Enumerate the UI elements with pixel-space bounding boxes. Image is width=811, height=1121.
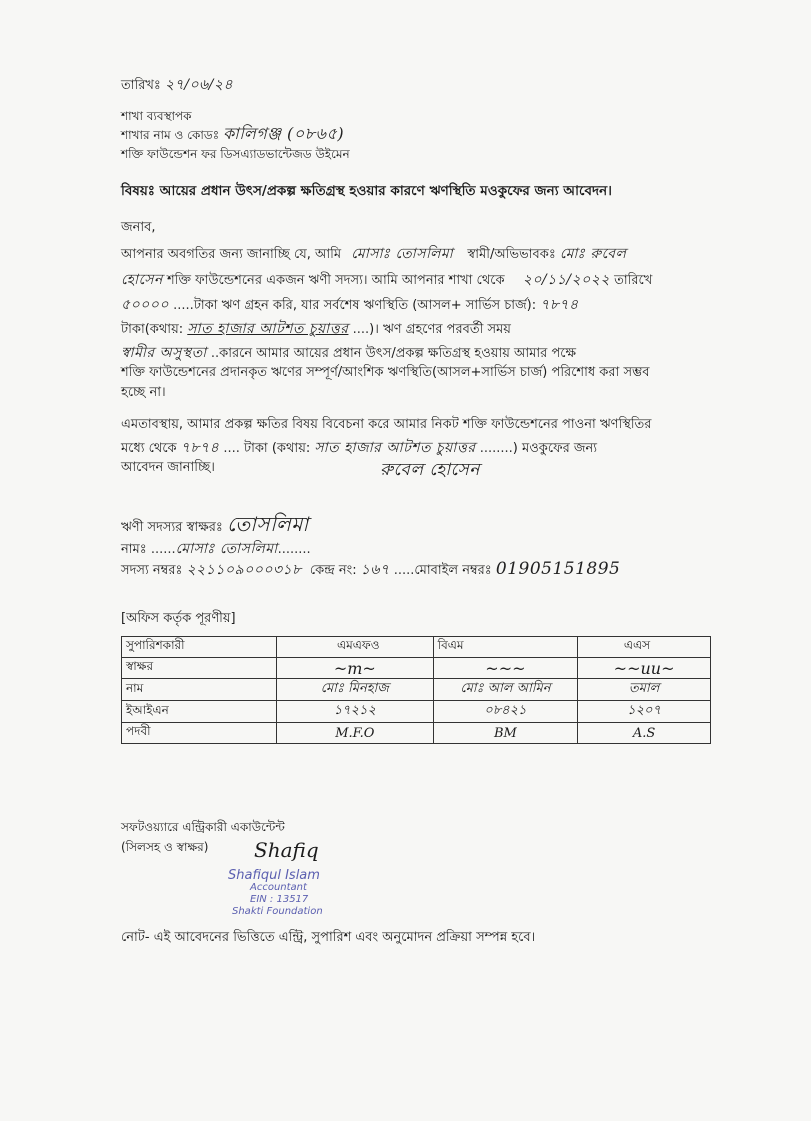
table-cell: বিএম [433,637,577,658]
stamp-org: Shakti Foundation [232,906,323,917]
para1-text-b: স্বামী/অভিভাবকঃ [467,247,556,262]
stamp-name: Shafiqul Islam [228,868,320,883]
table-cell: সুপারিশকারী [122,637,277,658]
table-row [122,658,711,679]
table-cell: এএস [578,637,711,658]
table-cell: ০৮৪২১ [433,701,577,723]
para2-line2: মধ্যে থেকে ৭৮৭৪ .... টাকা (কথায়: সাত হাজার আটশত চুয়াত্তর ........) মওকুফের জন্য [121,440,598,456]
waiver-in-words: সাত হাজার আটশত চুয়াত্তর [314,440,476,456]
mobile-number: 01905151895 [495,559,621,579]
table-cell: BM [433,723,577,744]
loan-balance: ৭৮৭৪ [540,297,579,313]
signature-cell [578,658,711,679]
para2-text-a: মধ্যে থেকে [121,441,177,456]
member-number-label: সদস্য নম্বরঃ [121,563,183,578]
office-heading: [অফিস কর্তৃক পূরণীয়] [121,611,236,626]
center-label: কেন্দ্র নং: [309,563,357,578]
para1-text-d: তারিখে [614,273,653,288]
applicant-name: মোসাঃ তোসলিমা [351,246,454,262]
date-line [121,76,233,95]
table-cell: ১২০৭ [578,701,711,723]
waiver-amount: ৭৮৭৪ [180,440,220,456]
table-row [122,679,711,701]
table-cell: নাম [122,679,277,701]
para1-text-e: টাকা ঋণ গ্রহন করি, যার সর্বশেষ ঋণস্থিতি (আসল+ সার্ভিস চার্জ): [193,298,537,313]
signature-cell [277,658,434,679]
table-cell: ইআইএন [122,701,277,723]
table-cell: A.S [578,723,711,744]
footer-note: নোট- এই আবেদনের ভিত্তিতে এন্ট্রি, সুপারিশ এবং অনুমোদন প্রক্রিয়া সম্পন্ন হবে। [121,930,536,945]
para1-line5: স্বামীর অসুস্থতা ..কারনে আমার আয়ের প্রধান উৎস/প্রকল্প ক্ষতিগ্রস্থ হওয়ায় আমার পক্ষে [121,345,577,361]
accountant-signature: Shafiq [254,838,319,862]
para1-text-c: শক্তি ফাউন্ডেশনের একজন ঋণী সদস্য। আমি আপনার শাখা থেকে [166,273,505,288]
signature-mark: ~~uu~ [613,658,675,678]
table-cell: এমএফও [277,637,434,658]
signature-cell [433,658,577,679]
member-name: মোসাঃ তোসলিমা [175,541,278,557]
branch-line [121,125,344,144]
balance-in-words: সাত হাজার আটশত চুয়াত্তর [187,321,349,337]
loss-reason: স্বামীর অসুস্থতা [121,345,207,361]
guardian-name-cont: হোসেন [121,272,163,288]
para1-text-h: কারনে আমার আয়ের প্রধান উৎস/প্রকল্প ক্ষতিগ্রস্থ হওয়ায় আমার পক্ষে [219,346,577,361]
table-cell: তমাল [578,679,711,701]
member-name-label: নামঃ [121,542,147,557]
stamp-title: Accountant [250,882,307,893]
table-cell: M.F.O [277,723,434,744]
para1-line3: ৫০০০০ .....টাকা ঋণ গ্রহন করি, যার সর্বশেষ ঋণস্থিতি (আসল+ সার্ভিস চার্জ): ৭৮৭৪ [121,297,579,313]
para1-line4: টাকা(কথায়: সাত হাজার আটশত চুয়াত্তর ....)। ঋণ গ্রহণের পরবর্তী সময় [121,321,511,337]
para1-text-a: আপনার অবগতির জন্য জানাচ্ছি যে, আমি [121,247,342,262]
para2-line3: আবেদন জানাচ্ছি। [121,460,215,475]
accountant-stamp [228,870,323,918]
address-line-1: শাখা ব্যবস্থাপক [121,109,192,123]
table-row [122,637,711,658]
branch-value: কালিগঞ্জ (০৮৬৫) [222,124,345,143]
member-number: ২২১১০৯০০০৩১৮ [186,562,302,578]
office-table [121,636,711,744]
para1-line7: হচ্ছে না। [121,385,166,400]
table-row [122,701,711,723]
date-label: তারিখঃ [121,78,161,93]
para1-line2 [121,271,652,290]
para1-line1 [121,245,626,264]
center-number: ১৬৭ [360,562,390,578]
table-cell: মোঃ মিনহাজ [277,679,434,701]
para2-line1: এমতাবস্থায়, আমার প্রকল্প ক্ষতির বিষয় বিবেচনা করে আমার নিকট শক্তি ফাউন্ডেশনের পাওনা ঋণস্থিতির [121,417,652,432]
member-sign-label: ঋণী সদস্যর স্বাক্ষরঃ [121,520,223,535]
salutation: জনাব, [121,220,156,235]
subject: বিষয়ঃ আয়ের প্রধান উৎস/প্রকল্প ক্ষতিগ্রস্থ হওয়ার কারণে ঋণস্থিতি মওকুফের জন্য আবেদন। [121,183,612,199]
para1-text-g: )। ঋণ গ্রহণের পরবর্তী সময় [369,322,511,337]
para1-text-f: টাকা(কথায়: [121,322,184,337]
witness-signature: রুবেল হোসেন [380,460,480,480]
signature-mark: ~~~ [485,658,526,678]
stamp-ein: EIN : 13517 [250,894,309,905]
table-cell: পদবী [122,723,277,744]
table-cell: মোঃ আল আমিন [433,679,577,701]
mobile-label: মোবাইল নম্বরঃ [414,563,492,578]
para2-text-b: টাকা (কথায়: [243,441,311,456]
loan-amount: ৫০০০০ [121,297,169,313]
member-number-line: সদস্য নম্বরঃ ২২১১০৯০০০৩১৮ কেন্দ্র নং: ১৬৭ .....মোবাইল নম্বরঃ 01905151895 [121,559,621,579]
guardian-name: মোঃ রুবেল [559,246,627,262]
date-value: ২৭/০৬/২৪ [165,77,234,93]
loan-date: ২০/১১/২০২২ [522,272,610,288]
para2-text-c: ) মওকুফের জন্য [512,441,598,456]
para1-line6: শক্তি ফাউন্ডেশনের প্রদানকৃত ঋণের সম্পূর্ণ/আংশিক ঋণস্থিতি(আসল+সার্ভিস চার্জ) পরিশোধ করা সম্ভব [121,365,650,380]
accountant-line1: সফটওয়্যারে এন্ট্রিকারী একাউন্টেন্ট [121,820,285,834]
table-row [122,723,711,744]
member-name-line: নামঃ ......মোসাঃ তোসলিমা........ [121,541,311,557]
signature-mark: ~m~ [333,658,376,678]
table-cell: স্বাক্ষর [122,658,277,679]
member-sign-line [121,512,309,537]
table-cell: ১৭২১২ [277,701,434,723]
accountant-line2: (সিলসহ ও স্বাক্ষর) [121,840,209,854]
branch-label: শাখার নাম ও কোডঃ [121,128,220,142]
address-line-3: শক্তি ফাউন্ডেশন ফর ডিসএ্যাডভান্টেজড উইমেন [121,147,350,161]
member-signature: তোসলিমা [226,512,309,536]
